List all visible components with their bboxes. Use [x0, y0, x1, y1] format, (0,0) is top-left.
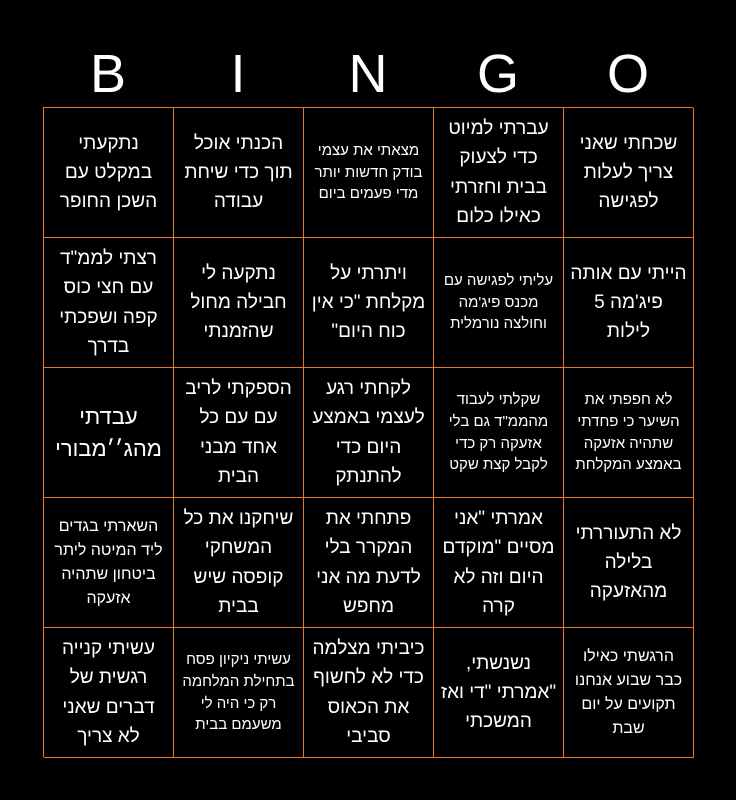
bingo-cell[interactable]: הכנתי אוכל תוך כדי שיחת עבודה: [174, 108, 304, 238]
bingo-cell[interactable]: מצאתי את עצמי בודק חדשות יותר מדי פעמים ביום: [304, 108, 434, 238]
header-letter-n: N: [348, 44, 388, 104]
bingo-cell[interactable]: רצתי לממ"ד עם חצי כוס קפה ושפכתי בדרך: [44, 238, 174, 368]
bingo-cell[interactable]: עשיתי ניקיון פסח בתחילת המלחמה רק כי היה לי משעמם בבית: [174, 628, 304, 758]
bingo-cell[interactable]: נשנשתי, "אמרתי "די ואז המשכתי: [434, 628, 564, 758]
header-letter-i: I: [230, 44, 246, 104]
bingo-cell[interactable]: עליתי לפגישה עם מכנס פיג'מה וחולצה נורמלית: [434, 238, 564, 368]
bingo-cell[interactable]: שכחתי שאני צריך לעלות לפגישה: [564, 108, 694, 238]
bingo-cell[interactable]: לא התעוררתי בלילה מהאזעקה: [564, 498, 694, 628]
bingo-cell[interactable]: פתחתי את המקרר בלי לדעת מה אני מחפש: [304, 498, 434, 628]
bingo-header: [43, 44, 693, 104]
bingo-cell[interactable]: ויתרתי על מקלחת "כי אין כוח היום": [304, 238, 434, 368]
header-letter-b: B: [89, 44, 127, 104]
bingo-cell[interactable]: עשיתי קנייה רגשית של דברים שאני לא צריך: [44, 628, 174, 758]
bingo-cell[interactable]: עברתי למיוט כדי לצעוק בבית וחזרתי כאילו כלום: [434, 108, 564, 238]
bingo-cell[interactable]: כיביתי מצלמה כדי לא לחשוף את הכאוס סביבי: [304, 628, 434, 758]
header-letter-g: G: [476, 44, 519, 104]
bingo-cell[interactable]: שקלתי לעבוד מהממ"ד גם בלי אזעקה רק כדי לקבל קצת שקט: [434, 368, 564, 498]
bingo-cell[interactable]: נתקעתי במקלט עם השכן החופר: [44, 108, 174, 238]
bingo-cell[interactable]: נתקעה לי חבילה מחול שהזמנתי: [174, 238, 304, 368]
bingo-board: [43, 107, 693, 757]
bingo-cell[interactable]: לא חפפתי את השיער כי פחדתי שתהיה אזעקה באמצע המקלחת: [564, 368, 694, 498]
bingo-cell[interactable]: הספקתי לריב עם עם כל אחד מבני הבית: [174, 368, 304, 498]
bingo-cell[interactable]: הייתי עם אותה פיג'מה 5 לילות: [564, 238, 694, 368]
bingo-cell[interactable]: אמרתי "אני מסיים "מוקדם היום וזה לא קרה: [434, 498, 564, 628]
bingo-cell[interactable]: לקחתי רגע לעצמי באמצע היום כדי להתנתק: [304, 368, 434, 498]
bingo-cell[interactable]: עבדתי מהג׳׳מבורי: [44, 368, 174, 498]
header-letter-o: O: [606, 44, 649, 104]
bingo-cell[interactable]: השארתי בגדים ליד המיטה ליתר ביטחון שתהיה אזעקה: [44, 498, 174, 628]
bingo-cell[interactable]: שיחקנו את כל המשחקי קופסה שיש בבית: [174, 498, 304, 628]
bingo-cell[interactable]: הרגשתי כאילו כבר שבוע אנחנו תקועים על יום שבת: [564, 628, 694, 758]
